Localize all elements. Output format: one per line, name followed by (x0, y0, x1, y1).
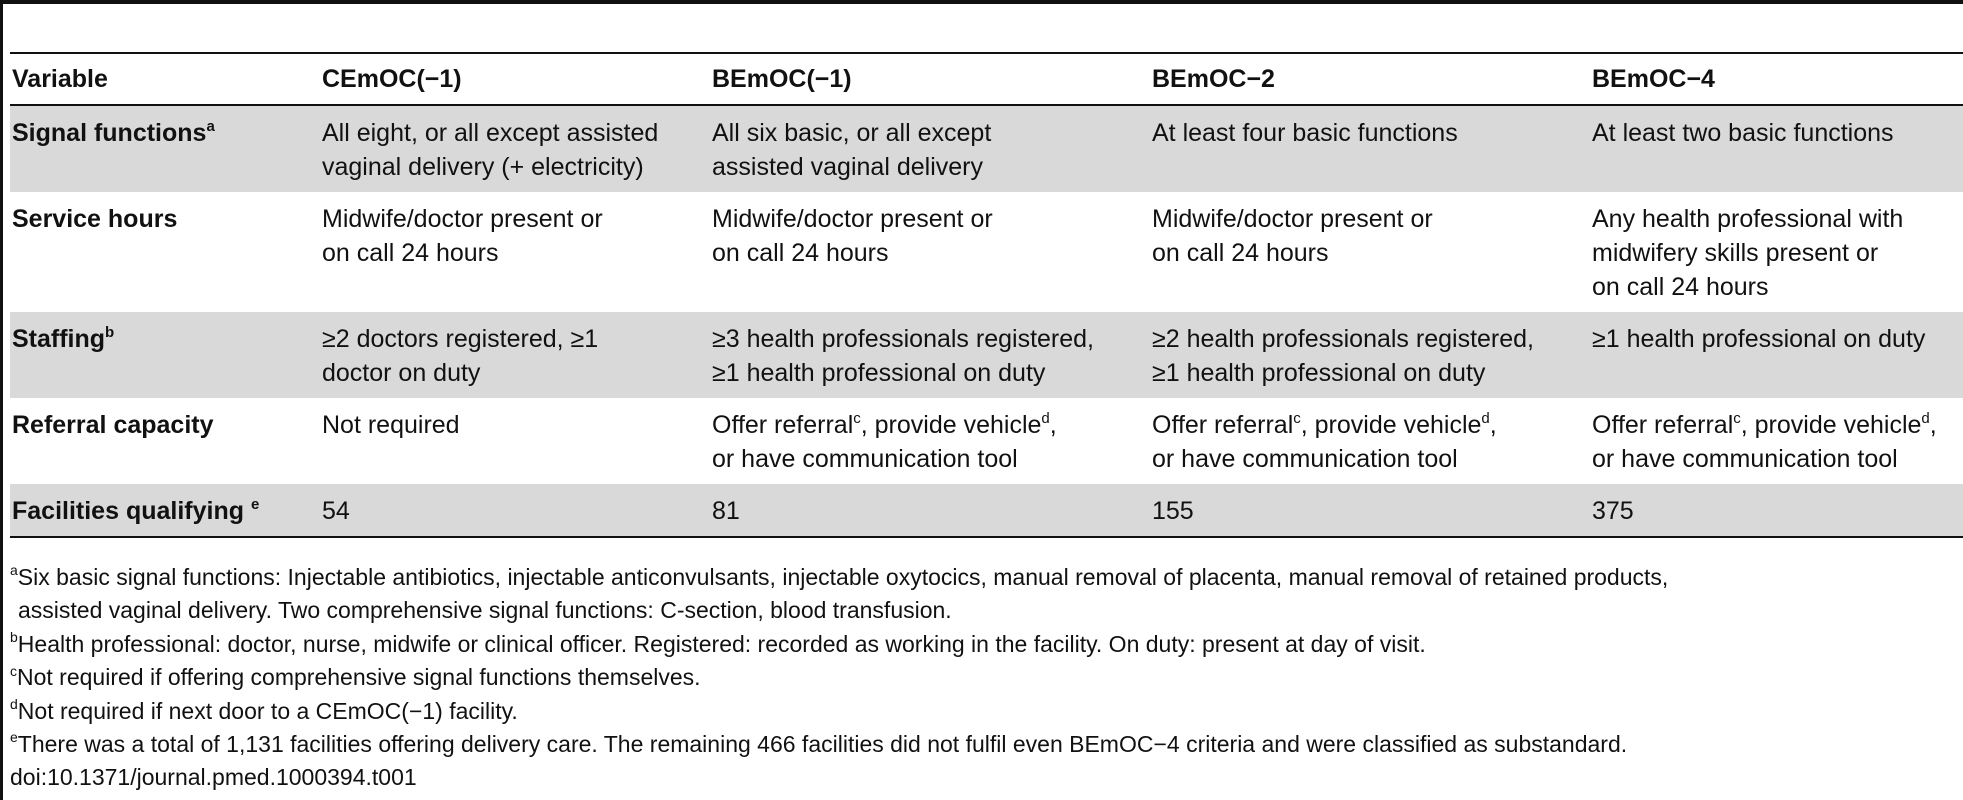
table-cell (1150, 312, 1590, 398)
table-footnotes (10, 561, 1963, 795)
footnote-mark: c (1293, 409, 1301, 427)
row-label-text: Referral capacity (12, 411, 214, 439)
cell-line: Midwife/doctor present or (1152, 205, 1433, 233)
table-cell (1150, 105, 1590, 192)
header-bemoc-4: BEmOC−4 (1592, 65, 1715, 93)
row-label (10, 398, 320, 484)
table-cell (1590, 192, 1963, 312)
table-cell (320, 105, 710, 192)
cell-line: or have communication tool (712, 445, 1018, 473)
footnote-text: Not required if next door to a CEmOC(−1) facility. (17, 697, 518, 724)
cell-line: or have communication tool (1592, 445, 1898, 473)
table-cell (320, 192, 710, 312)
table-row-facilities-qualifying (10, 484, 1963, 537)
table-cell (320, 312, 710, 398)
footnote-text: assisted vaginal delivery. Two comprehensive signal functions: C-section, blood transfusion. (18, 597, 952, 624)
header-cemoc-1: CEmOC(−1) (322, 65, 462, 93)
row-label (10, 192, 320, 312)
cell-line: ≥1 health professional on duty (712, 359, 1046, 387)
cell-line: ≥2 doctors registered, ≥1 (322, 325, 599, 353)
footnote-mark: c (1733, 409, 1741, 427)
header-variable: Variable (12, 65, 108, 93)
cell-line: Midwife/doctor present or (322, 205, 603, 233)
cell-line: on call 24 hours (712, 239, 889, 267)
top-border-rule (0, 0, 1963, 4)
table-cell (710, 398, 1150, 484)
cell-text: , provide vehicle (1740, 411, 1922, 439)
table-cell (710, 105, 1150, 192)
table-cell: 54 (320, 484, 710, 537)
footnote-mark: c (853, 409, 861, 427)
footnote-text: Six basic signal functions: Injectable antibiotics, injectable anticonvulsants, injectable oxytocics, manual removal of placenta, manual removal of retained products, (17, 564, 1669, 590)
cell-text: Offer referral (1592, 411, 1734, 439)
row-label-text: Facilities qualifying (12, 497, 251, 525)
left-border-rule (0, 0, 3, 800)
footnote-c (10, 661, 1963, 694)
cell-line: assisted vaginal delivery (712, 153, 983, 181)
cell-text: Offer referral (1152, 411, 1294, 439)
cell-line: Midwife/doctor present or (712, 205, 993, 233)
table-cell (1590, 105, 1963, 192)
table-container (10, 52, 1963, 538)
criteria-table (10, 52, 1963, 538)
cell-line: on call 24 hours (1592, 273, 1769, 301)
row-label-text: Signal functions (12, 119, 207, 147)
header-bemoc-2: BEmOC−2 (1152, 65, 1275, 93)
cell-line: ≥1 health professional on duty (1152, 359, 1486, 387)
table-row-referral-capacity (10, 398, 1963, 484)
cell-line: on call 24 hours (1152, 239, 1329, 267)
cell-line: Any health professional with (1592, 205, 1904, 233)
doi-link[interactable]: doi:10.1371/journal.pmed.1000394.t001 (10, 764, 417, 791)
cell-line: ≥2 health professionals registered, (1152, 325, 1534, 353)
row-label-text: Staffing (12, 325, 106, 353)
footnote-mark: e (250, 495, 260, 513)
table-row-signal-functions (10, 105, 1963, 192)
cell-line: All eight, or all except assisted (322, 119, 659, 147)
footnote-mark: b (105, 323, 115, 341)
table-cell (710, 312, 1150, 398)
cell-text: , provide vehicle (860, 411, 1042, 439)
footnote-text: Health professional: doctor, nurse, midwife or clinical officer. Registered: recorded as working in the facility. On duty: present at day of visit. (17, 630, 1426, 657)
row-label (10, 105, 320, 192)
header-row (10, 53, 1963, 105)
footnote-mark: c (10, 662, 17, 679)
table-cell (1150, 398, 1590, 484)
footnote-mark: a (10, 562, 18, 579)
footnote-e (10, 728, 1963, 761)
cell-line: All six basic, or all except (712, 119, 992, 147)
table-cell (1150, 192, 1590, 312)
cell-line: Not required (322, 411, 460, 439)
footnote-a (10, 561, 1963, 628)
cell-line: doctor on duty (322, 359, 481, 387)
footnote-text: There was a total of 1,131 facilities offering delivery care. The remaining 466 facilities did not fulfil even BEmOC−4 criteria and were classified as substandard. (17, 731, 1628, 758)
cell-line: At least two basic functions (1592, 119, 1894, 147)
cell-text: , (1929, 411, 1937, 439)
footnote-b (10, 628, 1963, 661)
cell-line: midwifery skills present or (1592, 239, 1879, 267)
cell-line: vaginal delivery (+ electricity) (322, 153, 644, 181)
cell-line: or have communication tool (1152, 445, 1458, 473)
row-label-text: Service hours (12, 205, 178, 233)
footnote-mark: b (10, 629, 18, 646)
table-cell: 375 (1590, 484, 1963, 537)
table-cell (1590, 398, 1963, 484)
footnote-mark: d (10, 695, 18, 712)
table-cell: 81 (710, 484, 1150, 537)
footnote-mark: d (1481, 409, 1490, 427)
footnote-mark: d (1041, 409, 1050, 427)
footnote-text: Not required if offering comprehensive signal functions themselves. (17, 664, 701, 691)
cell-text: , provide vehicle (1300, 411, 1482, 439)
header-bemoc-1: BEmOC(−1) (712, 65, 852, 93)
table-row-staffing (10, 312, 1963, 398)
cell-line: ≥3 health professionals registered, (712, 325, 1094, 353)
cell-line: At least four basic functions (1152, 119, 1458, 147)
table-cell: 155 (1150, 484, 1590, 537)
cell-text: , (1489, 411, 1497, 439)
table-cell (710, 192, 1150, 312)
row-label (10, 312, 320, 398)
cell-text: Offer referral (712, 411, 854, 439)
cell-text: , (1049, 411, 1057, 439)
table-cell (1590, 312, 1963, 398)
footnote-d (10, 695, 1963, 728)
footnote-mark: a (206, 117, 215, 135)
footnote-mark: e (10, 729, 18, 746)
row-label (10, 484, 320, 537)
footnote-mark: d (1921, 409, 1930, 427)
table-row-service-hours (10, 192, 1963, 312)
cell-line: on call 24 hours (322, 239, 499, 267)
table-cell (320, 398, 710, 484)
cell-line: ≥1 health professional on duty (1592, 325, 1926, 353)
